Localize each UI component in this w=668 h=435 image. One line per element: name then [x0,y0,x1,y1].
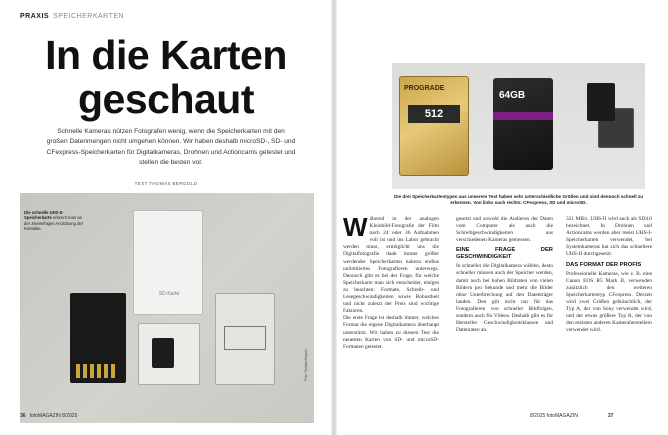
microsd-card-image [152,338,174,368]
photo-caption-left [24,210,84,232]
col3-subhead: DAS FORMAT DER PROFIS [566,261,642,268]
photo-credit: Foto: Thomas Bergold [304,349,308,381]
white-card-label: SD-Karte [158,291,180,297]
caption-bold: Die schnelle UHS-II-Speicherkarte [24,210,64,221]
col3-paragraph-1: 321 MB/s. UHS-II wird auch als SD4.0 bezeichnet. In Drohnen und Actioncams werden aber meist UHS-I-Speicherkarten verwendet, bei Systemkameras hat sich das schnellere UHS-II durchgesetzt. [566,216,652,258]
dropcap: W [343,212,368,242]
section-kicker [20,13,124,20]
article-teaser: Schnelle Kameras nützen Fotografen wenig, wenn die Speicherkarten mit den großen Datenmengen nicht umgehen können. Wir haben deshalb microSD-, SD- und CFexpress-Speicherkarten für Digitalkameras, Drohnen und Actioncams getestet und stellen die besten vor. [46,128,296,167]
issue-right: 8/2025 fotoMAGAZIN [530,413,578,419]
headline-line-2: geschaut [78,76,254,122]
grey-sd-card-image [215,293,275,385]
kicker-topic: SPEICHERKARTEN [53,13,125,20]
page-number-right: 37 [607,413,614,419]
card-contact [83,364,87,378]
page-number-left: 36 [20,413,26,419]
col1-paragraph-1: ährend in der analogen Kleinbild-Fotografie der Film nach 24 oder 36 Aufnahmen voll ist und ins Labor gebracht werden muss, ermöglicht uns die Digitalfotografie dank immer größer werdender Speicherkarten nahezu endlos unlimitiertes Fotografieren unterwegs. Dennoch gibt es bei der Frage, für welche Speicherkarte man sich entscheidet, einiges zu beachten: Formate, Schreib- und Lesegeschwindigkeiten sowie Robustheit und nicht zuletzt der Preis sind wichtige Faktoren. [343,216,439,315]
headline-line-1: In die Karten [45,32,287,78]
card2-stripe [493,112,553,120]
cfexpress-card-image [399,76,469,176]
photo-caption-right: Die drei Speicherkartentypen aus unserem Test haben sehr unterschiedliche Größen und sind dennoch schnell zu erkennen. Von links nach rechts: CFexpress, SD und microSD. [393,194,644,205]
body-column-2 [456,216,553,334]
black-sd-card-image [70,293,126,383]
footer-right [530,413,617,419]
caption-rest: erkennt man an der zweireihigen Anordnung der Kontakte. [24,215,84,232]
byline: TEXT THOMAS BERGOLD [134,181,198,186]
issue-left: fotoMAGAZIN 8/2025 [29,413,78,419]
col2-paragraph-1: gesetzt und sowohl die Audieren der Daten vom Computer als auch die Schreibgeschwindigkeiten aus verschiedenen Kameras gemessen. [456,216,553,244]
col2-paragraph-2: In schneller die Digitalkamera wählen, desto schneller müssen auch der Speicher werden, damit auch bei hohen Bildraten von vielen Bildern pro Sekunde und mehr die Bilder ohne Unterbrechung auf den Datenträger landen. Den gilt nicht nur für das Fotografieren von schneller Bildfolgen, sondern auch für Videos. Deshalb gibt es für Hersteller Geschwindigkeitsklassen und Datenraten an. [456,263,553,334]
kicker-section: PRAXIS [20,13,50,20]
footer-left [20,413,77,419]
card2-capacity: 64GB [499,90,526,101]
card-contact [97,364,101,378]
white-sd-card-image [133,210,203,315]
card-contact [76,364,80,378]
card1-brand: PROGRADE [404,85,445,92]
card-comparison-photo [392,63,645,189]
col2-subhead: EINE FRAGE DER GESCHWINDIGKEIT [456,247,553,261]
col3-paragraph-2: Professionelle Kameras, wie z. B. eine Canon EOS R5 Mark II, verwenden zusätzlich den weiteren Speicherkartentyp CFexpress. Derzeit wird zwei Größen gebräuchlich, der Typ A, der von Sony verwendet wird, und der etwas größere Typ B, der von den meisten anderen Kameraherstellern verwendet wird. [566,270,652,334]
page-gutter [331,0,337,435]
body-column-1 [343,212,439,351]
card1-capacity: 512 [408,105,460,123]
card-contact [104,364,108,378]
microsd-card-image [587,83,615,121]
certification-marks-icon [224,326,266,350]
card-contact [90,364,94,378]
body-column-3 [566,216,652,334]
memory-cards-photo [20,193,314,423]
sd-card-image [493,78,553,170]
card-contact [111,364,115,378]
col1-paragraph-2: Die erste Frage ist deshalb immer, welches Format die eigene Digitalkamera überhaupt unterstützt. Wir haben zu diesem Test die neuesten Karten von SD- und microSD-Formaten getestet. [343,315,439,350]
